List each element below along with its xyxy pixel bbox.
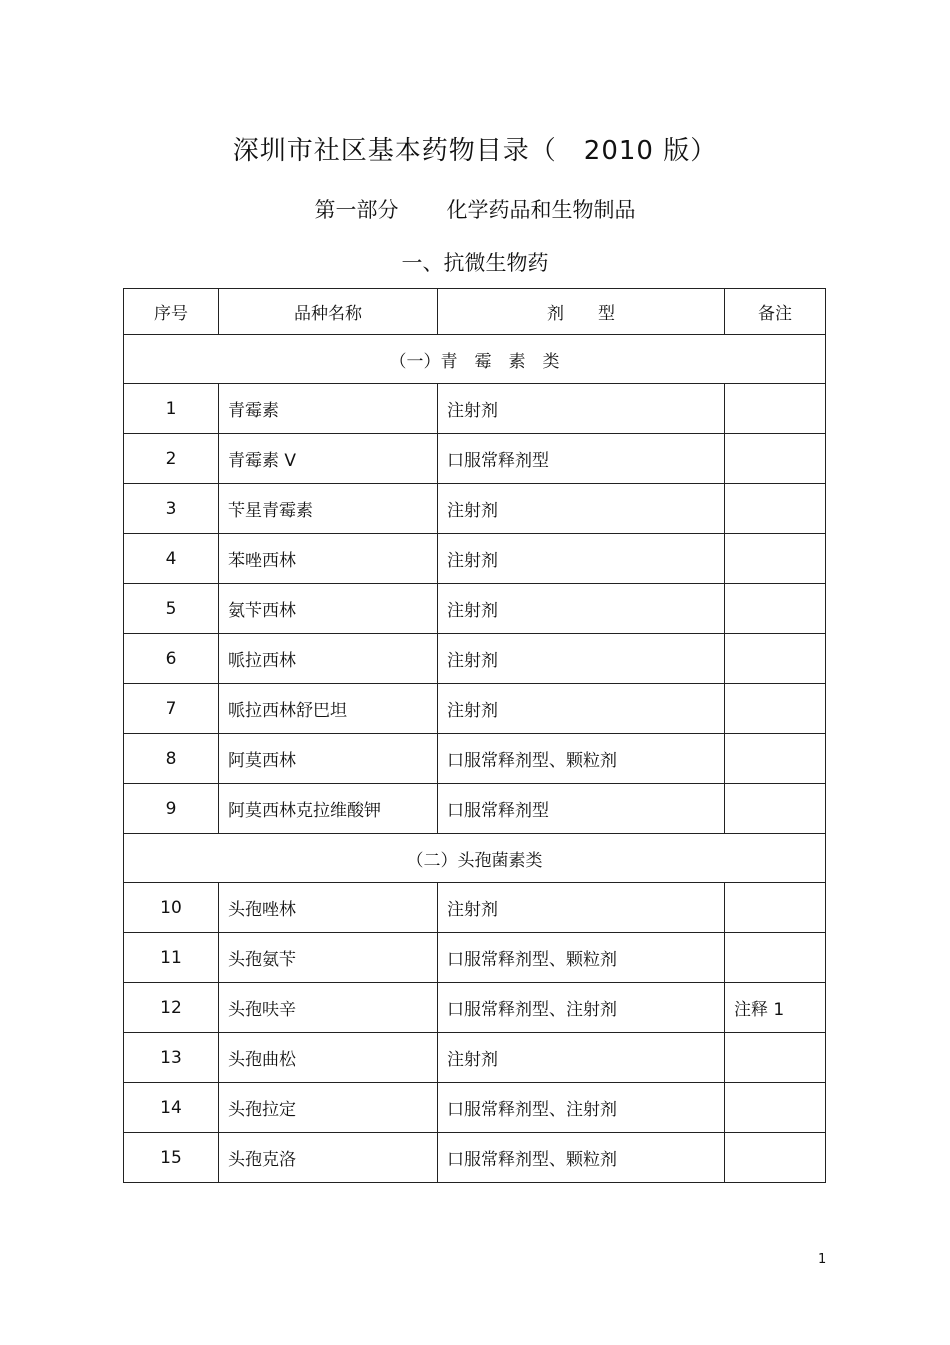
- section-heading: 一、抗微生物药: [401, 251, 549, 275]
- cell-form: 口服常释剂型: [438, 434, 725, 484]
- cell-no: 7: [124, 684, 219, 734]
- cell-no: 10: [124, 883, 219, 933]
- cell-note: [725, 384, 826, 434]
- table-row: [124, 1083, 826, 1133]
- cell-form: 口服常释剂型、注射剂: [438, 983, 725, 1033]
- cell-name: 头孢呋辛: [219, 983, 438, 1033]
- cell-note: [725, 1033, 826, 1083]
- header-form: 剂 型: [438, 289, 725, 335]
- cell-no: 9: [124, 784, 219, 834]
- table-row: [124, 384, 826, 434]
- cell-name: 青霉素 V: [219, 434, 438, 484]
- cell-form: 注射剂: [438, 634, 725, 684]
- cell-name: 苄星青霉素: [219, 484, 438, 534]
- part-label: 第一部分: [314, 198, 399, 222]
- table-row: [124, 883, 826, 933]
- table-row: [124, 684, 826, 734]
- cell-form: 注射剂: [438, 384, 725, 434]
- cell-note: [725, 584, 826, 634]
- cell-note: [725, 883, 826, 933]
- cell-note: [725, 784, 826, 834]
- cell-no: 2: [124, 434, 219, 484]
- cell-name: 苯唑西林: [219, 534, 438, 584]
- table-row: [124, 784, 826, 834]
- cell-note: 注释 1: [725, 983, 826, 1033]
- cell-no: 14: [124, 1083, 219, 1133]
- cell-no: 12: [124, 983, 219, 1033]
- cell-no: 6: [124, 634, 219, 684]
- cell-form: 口服常释剂型、注射剂: [438, 1083, 725, 1133]
- cell-name: 头孢氨苄: [219, 933, 438, 983]
- cell-note: [725, 684, 826, 734]
- group-label-cephalosporins: （二）头孢菌素类: [124, 834, 826, 883]
- cell-form: 口服常释剂型: [438, 784, 725, 834]
- cell-note: [725, 1083, 826, 1133]
- cell-name: 阿莫西林: [219, 734, 438, 784]
- cell-name: 阿莫西林克拉维酸钾: [219, 784, 438, 834]
- cell-note: [725, 634, 826, 684]
- cell-form: 注射剂: [438, 534, 725, 584]
- cell-name: 青霉素: [219, 384, 438, 434]
- cell-note: [725, 534, 826, 584]
- cell-name: 头孢曲松: [219, 1033, 438, 1083]
- cell-no: 3: [124, 484, 219, 534]
- cell-form: 注射剂: [438, 1033, 725, 1083]
- cell-note: [725, 434, 826, 484]
- cell-form: 注射剂: [438, 883, 725, 933]
- group-row: [124, 834, 826, 883]
- table-row: [124, 484, 826, 534]
- table-row: [124, 584, 826, 634]
- cell-no: 4: [124, 534, 219, 584]
- cell-form: 注射剂: [438, 684, 725, 734]
- group-row: [124, 335, 826, 384]
- table-row: [124, 983, 826, 1033]
- cell-name: 氨苄西林: [219, 584, 438, 634]
- group-label-penicillins: （一）青 霉 素 类: [124, 335, 826, 384]
- cell-note: [725, 734, 826, 784]
- table-row: [124, 734, 826, 784]
- part-heading: [0, 194, 950, 224]
- table-row: [124, 534, 826, 584]
- header-note: 备注: [725, 289, 826, 335]
- table-row: [124, 1033, 826, 1083]
- document-title: 深圳市社区基本药物目录（ 2010 版）: [232, 136, 718, 166]
- page-number: 1: [818, 1252, 827, 1267]
- table-row: [124, 634, 826, 684]
- cell-name: 头孢唑林: [219, 883, 438, 933]
- cell-name: 哌拉西林舒巴坦: [219, 684, 438, 734]
- table-row: [124, 434, 826, 484]
- cell-no: 5: [124, 584, 219, 634]
- table-row: [124, 1133, 826, 1183]
- table-row: [124, 933, 826, 983]
- table-header-row: [124, 289, 826, 335]
- cell-name: 头孢拉定: [219, 1083, 438, 1133]
- cell-form: 注射剂: [438, 484, 725, 534]
- cell-form: 口服常释剂型、颗粒剂: [438, 734, 725, 784]
- header-name: 品种名称: [219, 289, 438, 335]
- cell-form: 口服常释剂型、颗粒剂: [438, 1133, 725, 1183]
- cell-note: [725, 933, 826, 983]
- cell-no: 8: [124, 734, 219, 784]
- cell-name: 头孢克洛: [219, 1133, 438, 1183]
- cell-no: 15: [124, 1133, 219, 1183]
- cell-form: 口服常释剂型、颗粒剂: [438, 933, 725, 983]
- cell-name: 哌拉西林: [219, 634, 438, 684]
- header-no: 序号: [124, 289, 219, 335]
- cell-note: [725, 484, 826, 534]
- cell-note: [725, 1133, 826, 1183]
- cell-form: 注射剂: [438, 584, 725, 634]
- cell-no: 13: [124, 1033, 219, 1083]
- part-title: 化学药品和生物制品: [446, 198, 636, 222]
- cell-no: 1: [124, 384, 219, 434]
- drug-table: [123, 288, 826, 1183]
- cell-no: 11: [124, 933, 219, 983]
